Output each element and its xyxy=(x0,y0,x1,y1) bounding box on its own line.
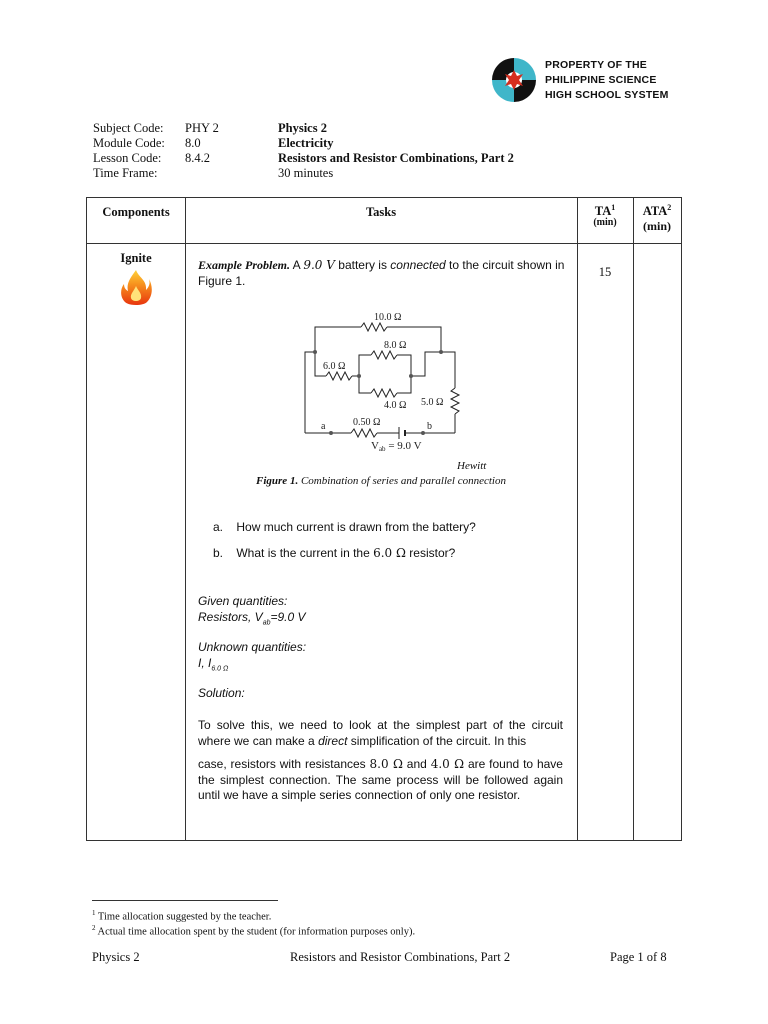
header-ata-unit: (min) xyxy=(643,219,671,234)
given-heading: Given quantities: xyxy=(198,594,288,608)
footnote-1: $^1$ Time allocation suggested by the teacher. xyxy=(92,909,272,923)
given-quantities xyxy=(198,594,306,630)
battery-value: 9.0 V xyxy=(303,258,335,272)
module-code-label: Module Code: xyxy=(93,136,165,150)
time-frame-label: Time Frame: xyxy=(93,166,158,180)
unknown-heading: Unknown quantities: xyxy=(198,640,307,654)
circuit-diagram xyxy=(301,308,471,453)
solution-paragraph-1: To solve this, we need to look at the simplest part of the circuit where we can make a direct simplification of the circuit. In this xyxy=(198,718,563,748)
figure-caption: Figure 1. Combination of series and parallel connection xyxy=(256,475,506,487)
logo-line-3: HIGH SCHOOL SYSTEM xyxy=(545,89,669,101)
header-ta-unit: (min) xyxy=(593,217,617,229)
header-components: Components xyxy=(102,205,170,219)
question-b: b. What is the current in the 6.0 Ω resistor? xyxy=(213,546,456,560)
subject-code: PHY 2 xyxy=(185,121,219,135)
lesson-code: 8.4.2 xyxy=(185,151,210,165)
header-tasks: Tasks xyxy=(365,205,397,219)
logo-text xyxy=(545,58,669,103)
node-b: b xyxy=(427,421,432,432)
label-r8: 8.0 Ω xyxy=(384,340,407,351)
subject-code-label: Subject Code: xyxy=(93,121,164,135)
module-title: Electricity xyxy=(278,136,334,150)
example-label: Example Problem. xyxy=(198,258,290,272)
footer-page-number: Page 1 of 8 xyxy=(610,950,667,964)
footnote-divider xyxy=(92,900,278,901)
header-ta: $TA^1$ (min) xyxy=(577,203,633,228)
logo-line-1: PROPERTY OF THE xyxy=(545,59,647,71)
ta-value: 15 xyxy=(598,265,612,279)
label-r6: 6.0 Ω xyxy=(323,361,346,372)
label-r4: 4.0 Ω xyxy=(384,400,407,411)
component-ignite: Ignite xyxy=(120,251,152,265)
subject-title: Physics 2 xyxy=(278,121,327,135)
question-a: a. How much current is drawn from the battery? xyxy=(213,520,476,534)
figure-credit: Hewitt xyxy=(457,460,487,472)
unknown-quantities xyxy=(198,640,306,676)
label-r5: 5.0 Ω xyxy=(421,397,444,408)
label-r10: 10.0 Ω xyxy=(374,312,402,323)
time-frame: 30 minutes xyxy=(278,166,334,180)
label-r05: 0.50 Ω xyxy=(353,417,381,428)
footer-lesson: Resistors and Resistor Combinations, Part 2 xyxy=(290,950,511,964)
example-problem: Example Problem. A 9.0 V battery is connected to the circuit shown in Figure 1. xyxy=(198,258,565,288)
given-resistors: Resistors, $V_{ab}=9.0$ V xyxy=(198,609,306,626)
node-a: a xyxy=(321,421,326,432)
lesson-code-label: Lesson Code: xyxy=(93,151,162,165)
unknown-values: I, $I_{6.0 \Omega}$ xyxy=(198,655,229,672)
footnote-2: $^2$ Actual time allocation spent by the student (for information purposes only). xyxy=(92,924,416,938)
label-vab: Vab = 9.0 V xyxy=(371,440,422,453)
lesson-table xyxy=(86,197,682,841)
lesson-title: Resistors and Resistor Combinations, Part 2 xyxy=(278,151,514,165)
fire-icon xyxy=(119,268,153,308)
module-code: 8.0 xyxy=(185,136,201,150)
header-ata: ATA$^2$ (min) xyxy=(633,203,681,234)
footer-subject: Physics 2 xyxy=(92,950,140,964)
logo-line-2: PHILIPPINE SCIENCE xyxy=(545,74,657,86)
solution-heading: Solution: xyxy=(198,686,245,700)
solution-paragraph-2: case, resistors with resistances 8.0 Ω and 4.0 Ω are found to have the simplest connection. The same process will be followed again until we have a simple series connection of only one resistor. xyxy=(198,757,563,802)
